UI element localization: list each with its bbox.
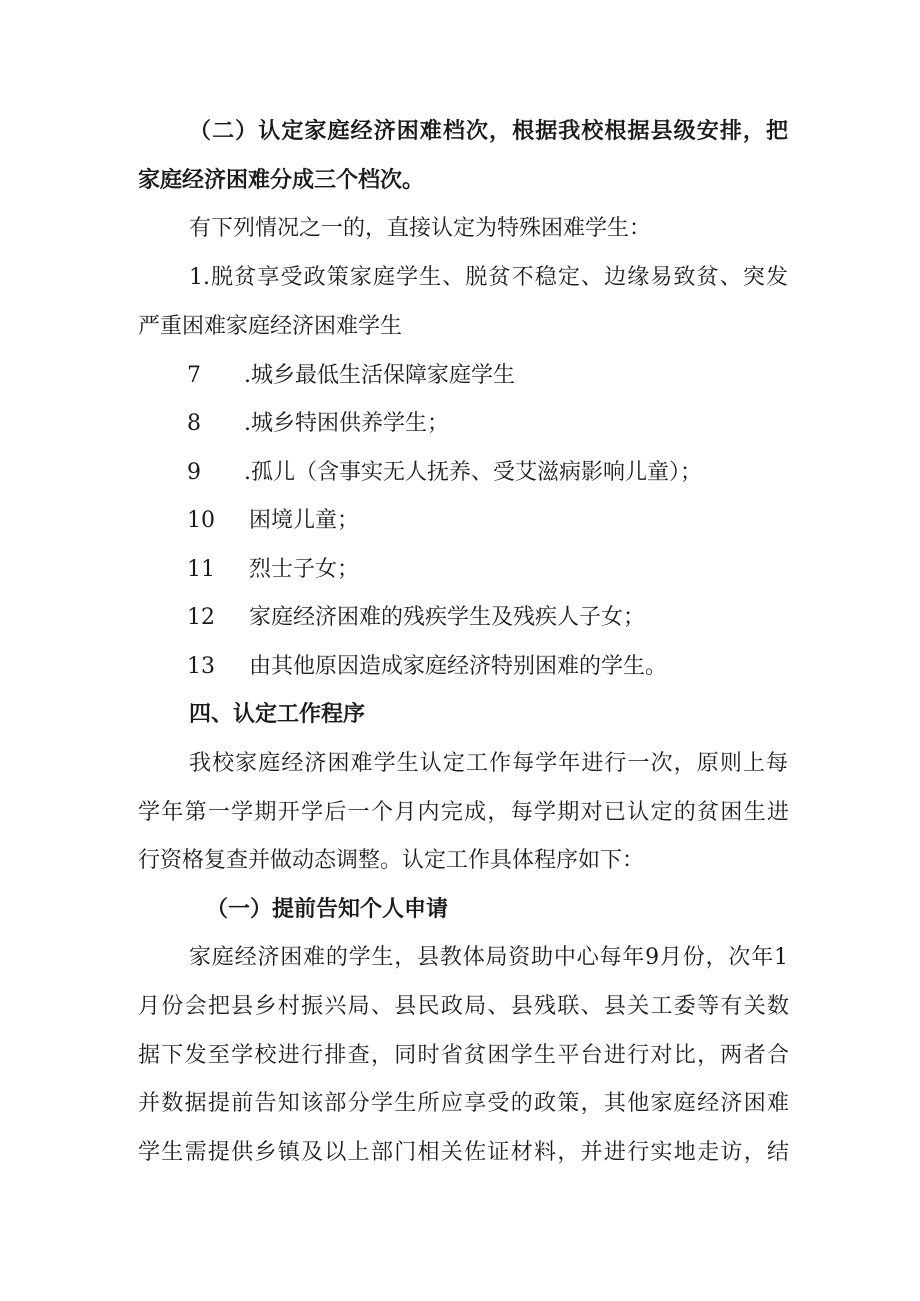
intro-text: 有下列情况之一的，直接认定为特殊困难学生： [189, 216, 652, 241]
notice-para-line-3: 据下发至学校进行排查，同时省贫困学生平台进行对比，两者合 [138, 1043, 789, 1068]
section-heading-line-1: （二）认定家庭经济困难档次，根据我校根据县级安排，把 [189, 119, 788, 144]
notice-para-line-5: 学生需提供乡镇及以上部门相关佐证材料，并进行实地走访，结 [138, 1140, 789, 1165]
item-1-line-2: 严重困难家庭经济困难学生 [138, 314, 403, 339]
notice-para-line-4: 并数据提前告知该部分学生所应享受的政策，其他家庭经济困难 [138, 1091, 789, 1116]
list-item-number: 7 [187, 363, 201, 388]
procedure-para-line-2: 学年第一学期开学后一个月内完成，每学期对已认定的贫困生进 [138, 800, 789, 825]
list-item-text: 家庭经济困难的残疾学生及残疾人子女； [249, 605, 646, 630]
list-item-number: 9 [187, 460, 201, 485]
item-1-line-1: 1.脱贫享受政策家庭学生、脱贫不稳定、边缘易致贫、突发 [189, 265, 788, 290]
section-four-heading: 四、认定工作程序 [189, 702, 366, 727]
list-item-number: 10 [187, 508, 215, 533]
list-item-text: .城乡特困供养学生； [244, 411, 449, 436]
section-heading-line-2: 家庭经济困难分成三个档次。 [138, 168, 425, 193]
list-item-text: 由其他原因造成家庭经济特别困难的学生。 [249, 654, 668, 679]
sub-heading-advance-notice: （一）提前告知个人申请 [206, 897, 449, 922]
list-item-text: .孤儿（含事实无人抚养、受艾滋病影响儿童）； [244, 460, 702, 485]
list-item-number: 12 [187, 605, 215, 630]
list-item-number: 8 [187, 411, 201, 436]
notice-para-line-2: 月份会把县乡村振兴局、县民政局、县残联、县关工委等有关数 [138, 994, 789, 1019]
list-item-number: 11 [187, 557, 215, 582]
list-item-text: .城乡最低生活保障家庭学生 [244, 363, 515, 388]
procedure-para-line-3: 行资格复查并做动态调整。认定工作具体程序如下： [138, 848, 645, 873]
list-item-text: 烈士子女； [249, 557, 360, 582]
list-item-text: 困境儿童； [249, 508, 360, 533]
list-item-number: 13 [187, 654, 215, 679]
procedure-para-line-1: 我校家庭经济困难学生认定工作每学年进行一次，原则上每 [189, 751, 788, 776]
notice-para-line-1: 家庭经济困难的学生，县教体局资助中心每年9月份，次年1 [189, 945, 788, 970]
